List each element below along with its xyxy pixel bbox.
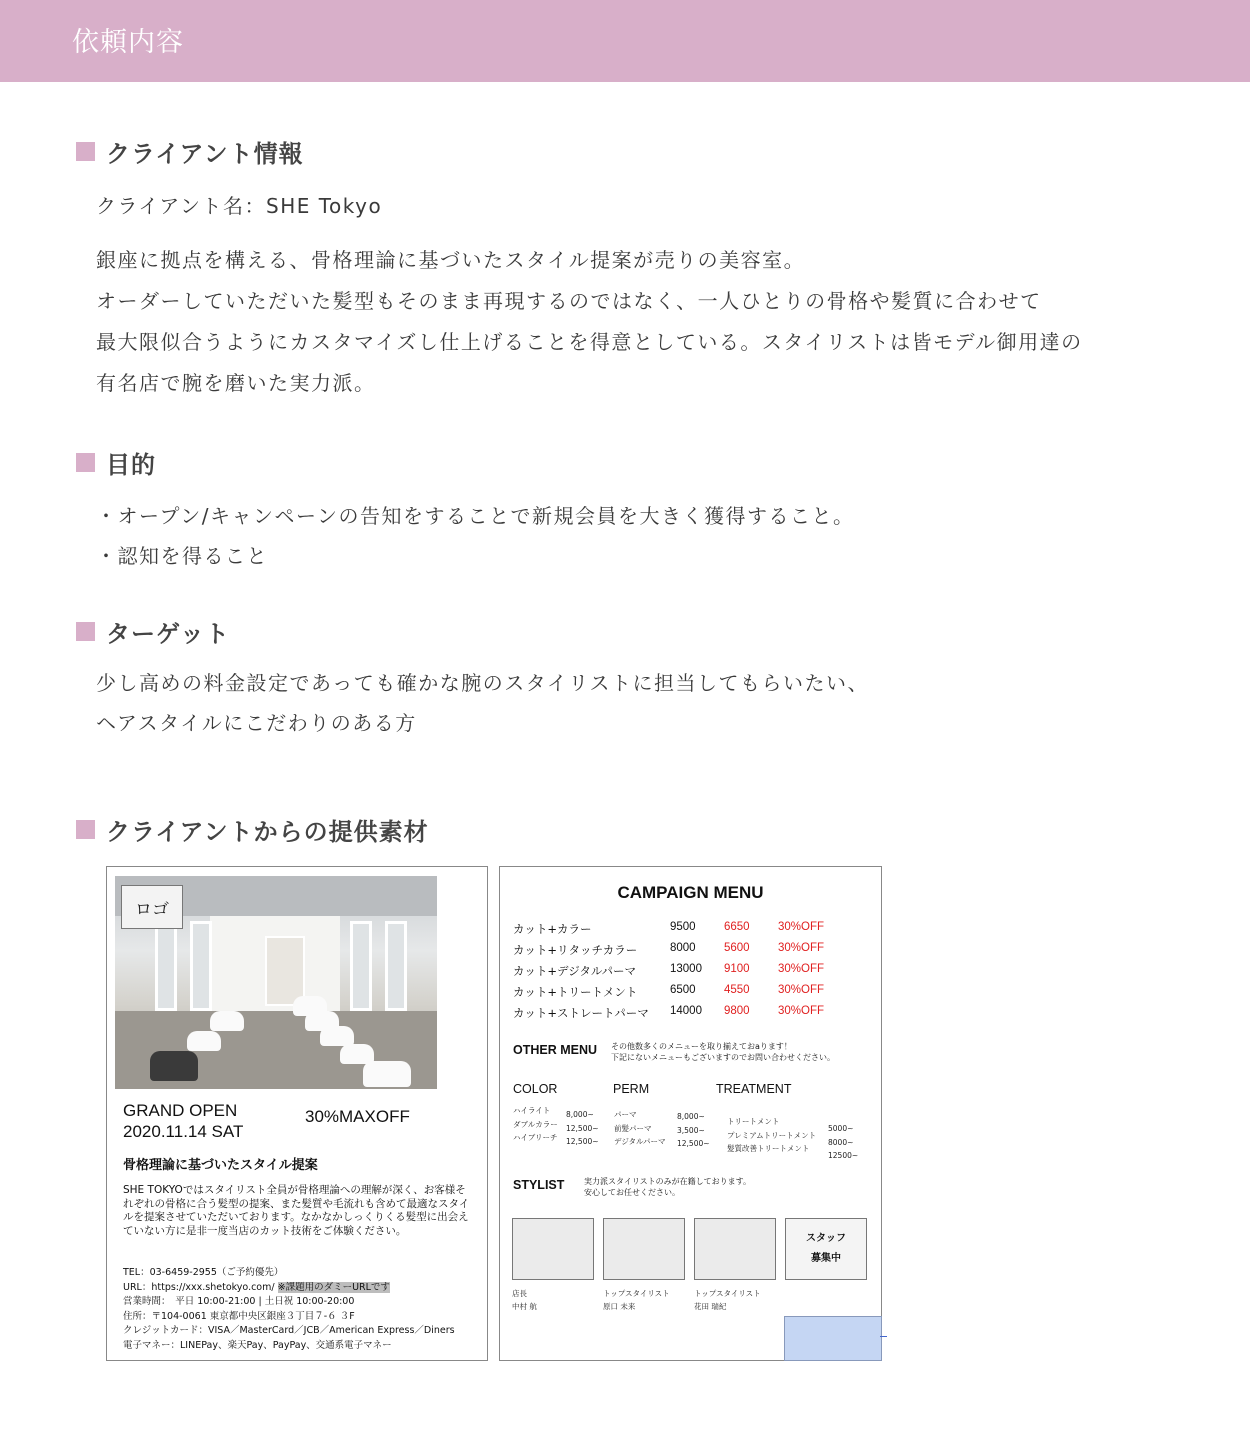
section-target [76,614,230,649]
campaign-row: カット+カラー 9500 6650 30%OFF [513,921,825,936]
shop-info [123,1266,483,1354]
color-items: ハイライト ダブルカラー ハイブリーチ [513,1106,558,1142]
campaign-row: カット+トリートメント 6500 4550 30%OFF [513,984,825,999]
section-purpose [76,445,156,480]
client-desc-line: 有名店で腕を磨いた実力派。 [96,371,376,395]
treatment-items: トリートメント プレミアムトリートメント 髪質改善トリートメント [727,1117,817,1153]
target-line: 少し高めの料金設定であっても確かな腕のスタイリストに担当してもらいたい、 [96,671,869,695]
page-title: 依頼内容 [72,27,184,58]
dummy-url-note: ※課題用のダミーURLです [277,1281,390,1293]
campaign-row: カット+デジタルパーマ 13000 9100 30%OFF [513,963,825,978]
url-line: URL：https://xxx.shetokyo.com/ ※課題用のダミーURLです [123,1281,390,1293]
stylist-caption: トップスタイリスト 原口 未来 [603,1289,670,1311]
color-prices: 8,000~ 12,500~ 12,500~ [566,1110,599,1146]
section-marker-icon [76,622,95,641]
purpose-item: ・オープン/キャンペーンの告知をすることで新規会員を大きく獲得すること。 [96,504,855,528]
client-desc-line: オーダーしていただいた髪型もそのまま再現するのではなく、一人ひとりの骨格や髪質に合わせて [96,289,1042,313]
perm-items: パーマ 前髪パーマ デジタルパーマ [614,1110,666,1146]
purpose-item: ・認知を得ること [96,544,268,568]
logo-placeholder: ロゴ [121,885,183,929]
flyer-back-panel [499,866,882,1361]
section-marker-icon [76,142,95,161]
target-line: ヘアスタイルにこだわりのある方 [96,711,417,735]
flyer-front-panel [106,866,488,1361]
perm-prices: 8,000~ 3,500~ 12,500~ [677,1112,710,1148]
address-line: 住所：〒104-0061 東京都中央区銀座３丁目７-６ ３F [123,1310,355,1322]
client-desc-line: 銀座に拠点を構える、骨格理論に基づいたスタイル提案が売りの美容室。 [96,248,806,272]
stylist-caption: トップスタイリスト 花田 瑞紀 [694,1289,761,1311]
other-menu-label: OTHER MENU [513,1043,598,1057]
section-client-info [76,134,304,169]
section-title: クライアントからの提供素材 [106,818,429,846]
stylist-label: STYLIST [513,1178,565,1192]
color-label: COLOR [513,1082,558,1096]
campaign-menu-title: CAMPAIGN MENU [617,883,764,902]
client-desc-line: 最大限似合うようにカスタマイズし仕上げることを得意としている。スタイリストは皆モデル御用達の [96,330,1083,354]
client-name: クライアント名：SHE Tokyo [96,194,383,218]
treatment-label: TREATMENT [716,1082,792,1096]
section-title: クライアント情報 [106,140,304,168]
credit-line: クレジットカード：VISA／MasterCard／JCB／American Express／Diners [123,1325,455,1337]
tel-line: TEL：03-6459-2955（ご予約優先） [123,1267,284,1278]
flyer-headline: 骨格理論に基づいたスタイル提案 [123,1158,318,1173]
treatment-prices: 5000~ 8000~ 12500~ [828,1124,859,1160]
section-marker-icon [76,820,95,839]
grand-open-block [123,1100,243,1142]
hours-line: 営業時間： 平日 10:00-21:00 | 土日祝 10:00-20:00 [123,1296,355,1308]
emoney-line: 電子マネー：LINEPay、楽天Pay、PayPay、交通系電子マネー [123,1339,392,1351]
stylist-photo-placeholder [512,1218,594,1280]
perm-label: PERM [613,1082,650,1096]
section-title: 目的 [106,451,156,479]
section-materials [76,812,429,847]
grand-open-text: GRAND OPEN [123,1101,238,1120]
flyer-body: SHE TOKYOではスタイリスト全員が骨格理論への理解が深く、お客様それぞれの骨格に合う髪型の提案、また髪質や毛流れも含めて最適なスタイルを提案させていただいております。なかなかしっくりくる髪型に出会えていない方に是非一度当店のカット技術をご体験ください。 [123,1184,470,1237]
selection-highlight-box [784,1316,882,1361]
max-off-text: 30%MAXOFF [305,1107,410,1126]
other-menu-note: その他数多くのメニューを取り揃えておaります！ 下記にないメニューもございますのでお問い合わせください。 [611,1042,835,1062]
stylist-caption: 店長 中村 航 [512,1289,537,1311]
open-date: 2020.11.14 SAT [123,1122,244,1141]
selection-handle [880,1336,887,1337]
campaign-row: カット+ストレートパーマ 14000 9800 30%OFF [513,1005,825,1020]
campaign-row: カット+リタッチカラー 8000 5600 30%OFF [513,942,825,957]
stylist-note: 実力派スタイリストのみが在籍しております。 安心してお任せください。 [584,1177,752,1197]
section-title: ターゲット [106,620,231,648]
section-marker-icon [76,453,95,472]
staff-recruit-box: スタッフ 募集中 [785,1218,867,1280]
header-bar [0,0,1250,82]
salon-interior-photo [115,876,437,1089]
stylist-photo-placeholder [694,1218,776,1280]
stylist-photo-placeholder [603,1218,685,1280]
